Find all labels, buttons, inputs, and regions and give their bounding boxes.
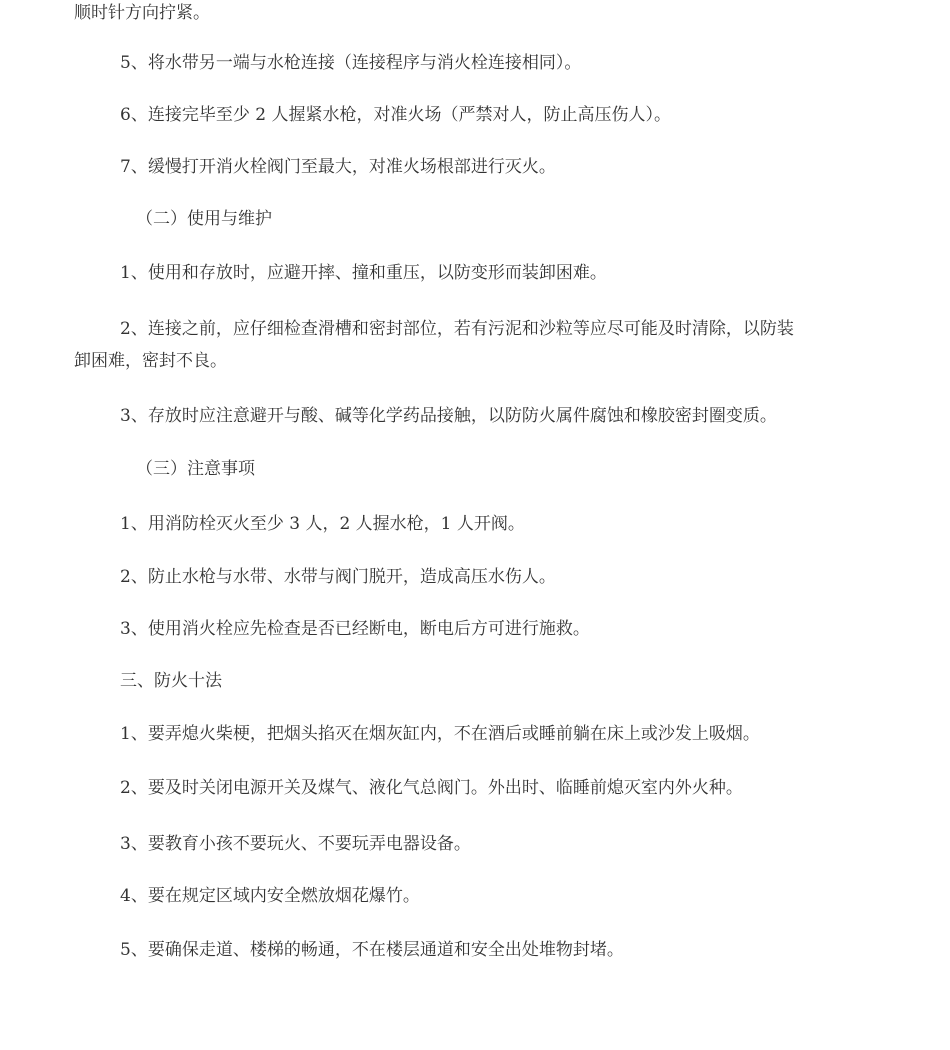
step-5: 5、将水带另一端与水枪连接（连接程序与消火栓连接相同）。	[120, 53, 582, 73]
subsection-heading-precautions: （三）注意事项	[136, 459, 255, 479]
fire-prevention-item-1: 1、要弄熄火柴梗，把烟头掐灭在烟灰缸内，不在酒后或睡前躺在床上或沙发上吸烟。	[120, 724, 760, 744]
maintenance-item-1: 1、使用和存放时，应避开摔、撞和重压，以防变形而装卸困难。	[120, 263, 607, 283]
step-6: 6、连接完毕至少 2 人握紧水枪，对准火场（严禁对人，防止高压伤人）。	[120, 105, 671, 125]
subsection-heading-use-maintenance: （二）使用与维护	[136, 209, 272, 229]
step-7: 7、缓慢打开消火栓阀门至最大，对准火场根部进行灭火。	[120, 157, 556, 177]
fire-prevention-item-2: 2、要及时关闭电源开关及煤气、液化气总阀门。外出时、临睡前熄灭室内外火种。	[120, 778, 743, 798]
section-heading-fire-prevention: 三、防火十法	[120, 671, 222, 691]
precaution-item-1: 1、用消防栓灭火至少 3 人，2 人握水枪，1 人开阀。	[120, 514, 525, 534]
precaution-item-3: 3、使用消火栓应先检查是否已经断电，断电后方可进行施救。	[120, 619, 590, 639]
fire-prevention-item-4: 4、要在规定区域内安全燃放烟花爆竹。	[120, 886, 420, 906]
precaution-item-2: 2、防止水枪与水带、水带与阀门脱开，造成高压水伤人。	[120, 567, 556, 587]
maintenance-item-2: 2、连接之前，应仔细检查滑槽和密封部位，若有污泥和沙粒等应尽可能及时清除，以防装	[120, 319, 794, 339]
maintenance-item-3: 3、存放时应注意避开与酸、碱等化学药品接触，以防防火属件腐蚀和橡胶密封圈变质。	[120, 406, 777, 426]
maintenance-item-2-continuation: 卸困难，密封不良。	[74, 351, 227, 371]
fire-prevention-item-5: 5、要确保走道、楼梯的畅通，不在楼层通道和安全出处堆物封堵。	[120, 940, 624, 960]
paragraph-continuation: 顺时针方向拧紧。	[74, 3, 210, 23]
fire-prevention-item-3: 3、要教育小孩不要玩火、不要玩弄电器设备。	[120, 834, 471, 854]
